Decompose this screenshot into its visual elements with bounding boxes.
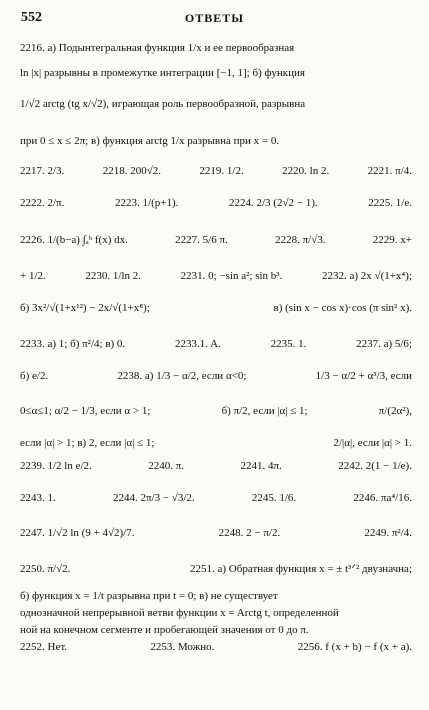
answer-text: 2219. 1/2. <box>199 165 244 177</box>
answer-text: 2217. 2/3. <box>20 165 65 177</box>
answer-text: 2227. 5/6 π. <box>175 234 228 246</box>
answer-text: 2231. 0; −sin a²; sin b³. <box>180 270 283 282</box>
answer-text: π/(2α²), <box>378 405 412 417</box>
answer-text: 0≤α≤1; α/2 − 1/3, если α > 1; <box>20 405 151 417</box>
answer-text: 1/√2 arctg (tg x/√2), играющая роль первообразной, разрывна <box>20 98 306 110</box>
answer-text: 2230. 1/ln 2. <box>85 270 142 282</box>
answer-text: 2232. а) 2x √(1+x⁴); <box>321 270 412 282</box>
answer-line <box>20 527 412 540</box>
answer-line <box>20 98 412 111</box>
answer-line <box>20 607 412 620</box>
answer-text: 2251. а) Обратная функция x = ± t³ᐟ² двузначна; <box>190 563 412 575</box>
answer-text: 1/3 − α/2 + α³/3, если <box>315 370 412 382</box>
answer-text: 2226. 1/(b−a) ∫ₐᵇ f(x) dx. <box>20 234 128 246</box>
answer-text: 2223. 1/(p+1). <box>115 197 179 209</box>
answer-text: б) π/2, если |α| ≤ 1; <box>221 405 308 417</box>
answer-line <box>20 641 412 654</box>
answer-line <box>20 437 412 450</box>
answer-text: 2233.1. A. <box>174 338 221 350</box>
answer-line <box>20 563 412 576</box>
answer-text: 2233. а) 1; б) π²/4; в) 0. <box>20 338 126 350</box>
answer-text: 2252. Нет. <box>20 641 68 653</box>
answer-text: в) (sin x − cos x)·cos (π sin² x). <box>273 302 412 314</box>
answer-line <box>20 370 412 383</box>
answer-text: 2240. π. <box>148 460 185 472</box>
answer-text: 2229. x+ <box>372 234 412 246</box>
answer-text: б) 3x²/√(1+x¹²) − 2x/√(1+x⁸); <box>20 302 150 314</box>
answer-text: б) e/2. <box>20 370 49 382</box>
answer-text: 2248. 2 − π/2. <box>218 527 281 539</box>
answer-text: 2218. 200√2. <box>102 165 162 177</box>
answer-text: 2242. 2(1 − 1/e). <box>338 460 412 472</box>
answer-text: 2237. а) 5/6; <box>356 338 412 350</box>
answer-line <box>20 67 412 80</box>
answer-text: 2216. а) Подынтегральная функция 1/x и ее первообразная <box>20 42 295 54</box>
answer-line <box>20 197 412 210</box>
answer-text: 2243. 1. <box>20 492 56 504</box>
answer-text: 2235. 1. <box>270 338 307 350</box>
answer-line <box>20 460 412 473</box>
answer-text: б) функция x = 1/t разрывна при t = 0; в) не существует <box>20 590 278 602</box>
answer-text: 2246. πa⁴/16. <box>353 492 412 504</box>
answer-text: 2250. π/√2. <box>20 563 71 575</box>
answer-line <box>20 405 412 418</box>
answer-text: однозначной непрерывной ветви функции x = Arctg t, определенной <box>20 607 339 619</box>
page-number: 552 <box>21 10 42 25</box>
answer-text: 2228. π/√3. <box>275 234 326 246</box>
answer-line <box>20 42 412 55</box>
answer-text: 2220. ln 2. <box>282 165 330 177</box>
answer-text: ной на конечном сегменте и пробегающей значения от 0 до π. <box>20 624 309 636</box>
answer-line <box>20 234 412 247</box>
answer-line <box>20 338 412 351</box>
answer-text: 2225. 1/e. <box>368 197 412 209</box>
answer-text: + 1/2. <box>20 270 46 282</box>
answer-text: 2253. Можно. <box>150 641 215 653</box>
page-title: ОТВЕТЫ <box>184 11 245 25</box>
answer-text: 2241. 4π. <box>240 460 282 472</box>
answer-text: 2224. 2/3 (2√2 − 1). <box>229 197 318 209</box>
answer-text: 2238. а) 1/3 − α/2, если α<0; <box>117 370 247 382</box>
answer-text: 2256. f (x + b) − f (x + a). <box>297 641 412 653</box>
answer-text: если |α| > 1; в) 2, если |α| ≤ 1; <box>20 437 155 449</box>
answer-line <box>20 590 412 603</box>
answer-line <box>20 270 412 283</box>
answer-line <box>20 492 412 505</box>
answer-text: 2244. 2π/3 − √3/2. <box>112 492 195 504</box>
answer-text: ln |x| разрывны в промежутке интеграции [−1, 1]; б) функция <box>20 67 305 79</box>
answer-text: 2249. π²/4. <box>364 527 412 539</box>
answer-text: 2245. 1/6. <box>251 492 297 504</box>
answer-text: при 0 ≤ x ≤ 2π; в) функция arctg 1/x разрывна при x = 0. <box>20 135 280 147</box>
answer-text: 2239. 1/2 ln e/2. <box>20 460 92 472</box>
answer-text: 2/|α|, если |α| > 1. <box>333 437 412 449</box>
answer-line <box>20 165 412 178</box>
page-header <box>0 10 429 30</box>
answer-text: 2222. 2/π. <box>20 197 65 209</box>
answer-text: 2221. π/4. <box>367 165 412 177</box>
answer-line <box>20 135 412 148</box>
answer-text: 2247. 1/√2 ln (9 + 4√2)/7. <box>20 527 135 539</box>
answer-line <box>20 624 412 637</box>
answer-line <box>20 302 412 315</box>
